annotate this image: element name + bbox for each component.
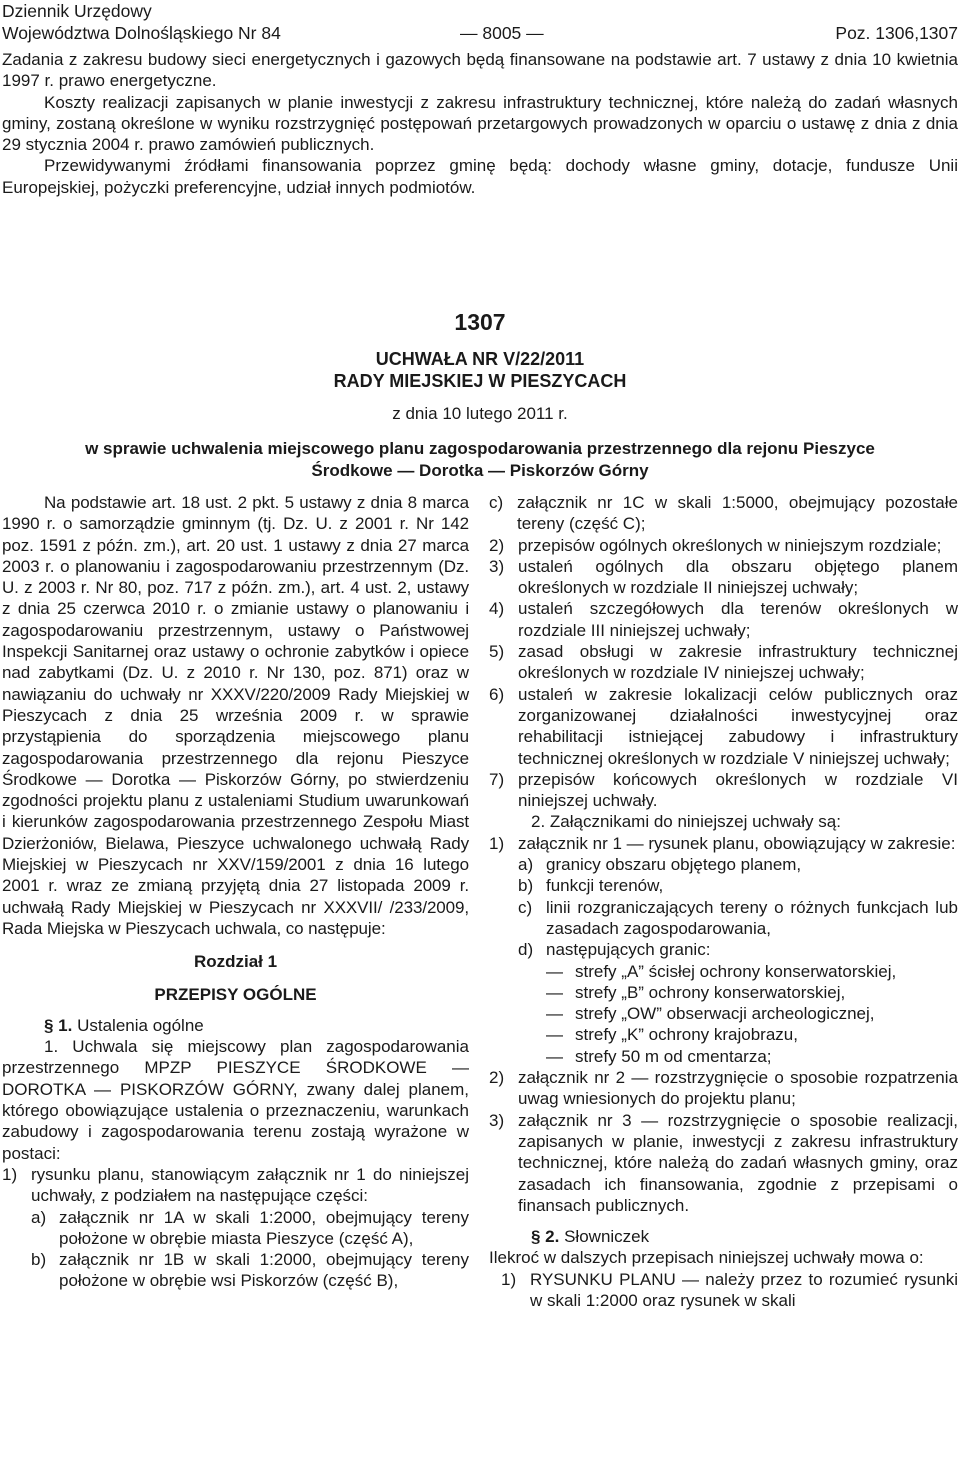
sub-text: funkcji terenów, [546,876,664,896]
paragraph: 1. Uchwala się miejscowy plan zagospodarowania przestrzennego MPZP PIESZYCE ŚRODKOWE — DOROTKA — PISKORZÓW GÓRNY, zwany dalej planem, którego obowiązujące ustalenia o przeznaczeniu, warunkach zabudowy i zagospodarowania terenu zostają wyrażone w postaci: [2,1037,469,1163]
journal-issue: Województwa Dolnośląskiego Nr 84 [2,23,281,43]
list-text: rysunku planu, stanowiącym załącznik nr 1 do niniejszej uchwały, z podziałem na następujące części: [31,1164,469,1206]
dash-item [489,1046,958,1067]
list-label: 3) [489,556,505,576]
list-item [489,684,958,769]
sub-text: następujących granic: [546,940,711,960]
chapter-title: PRZEPISY OGÓLNE [154,984,317,1004]
intro-paragraph: Koszty realizacji zapisanych w planie inwestycji z zakresu infrastruktury technicznej, które należą do zadań własnych gminy, zostaną określone w wyniku rozstrzygnięć postępowań przetargowych prowadzonych w oparciu o ustawę z dnia z dnia 29 stycznia 2004 r. prawo zamówień publicznych. [2,92,958,155]
list-label: 1) [489,833,505,853]
act-date: z dnia 10 lutego 2011 r. [392,404,568,423]
sub-item [489,854,958,875]
page-header [2,0,958,44]
sub-label: c) [518,897,533,917]
list-label: 5) [489,642,505,662]
sub-label: b) [518,876,534,896]
journal-title: Dziennik Urzędowy [2,1,152,21]
act-number: 1307 [454,309,506,335]
chapter-label: Rozdział 1 [193,952,278,972]
intro-paragraph: Zadania z zakresu budowy sieci energetycznych i gazowych będą finansowane na podstawie art. 7 ustawy z dnia 10 kwietnia 1997 r. prawo energetyczne. [2,50,958,91]
list-item [489,833,958,854]
sub-label: d) [518,940,534,960]
sub-label: b) [31,1250,47,1270]
section-sign: § 1. [44,1015,73,1035]
preamble: Na podstawie art. 18 ust. 2 pkt. 5 ustawy z dnia 8 marca 1990 r. o samorządzie gminnym (tj. Dz. U. z 2001 r. Nr 142 poz. 1591 z późn. zm.), art. 20 ust. 1 ustawy z dnia 27 marca 2003 r. o planowaniu i zagospodarowaniu przestrzennym (Dz. U. z 2003 r. Nr 80, poz. 717 z późn. zm.), art. 4 ust. 2, ustawy z dnia 25 czerwca 2010 r. o zmianie ustawy o planowaniu i zagospodarowaniu przestrzennym, ustawy o Państwowej Inspekcji Sanitarnej oraz ustawy o ochronie zabytków i opiece nad zabytkami (Dz. U. z 2010 r. Nr 130, poz. 871) oraz w nawiązaniu do uchwały nr XXXV/220/2009 Rady Miejskiej w Pieszycach z dnia 25 września 2009 r. w sprawie przystąpienia do sporządzenia miejscowego planu zagospodarowania przestrzennego dla rejonu Pieszyce Środkowe — Dorotka — Piskorzów Górny, po stwierdzeniu zgodności projektu planu z ustaleniami Studium uwarunkowań i kierunków zagospodarowania przestrzennego Zespołu Miast Dzierżoniów, Bielawa, Pieszyce uchwalonego uchwałą Rady Miejskiej w Pieszycach nr XXV/159/2001 z dnia 16 lutego 2001 r. wraz ze zmianą przyjętą dnia 27 listopada 2009 r. uchwałą Rady Miejskiej w Pieszycach nr XXXVII/ /233/2009, Rada Miejska w Pieszycach uchwala, co następuje: [2,493,469,938]
act-title: UCHWAŁA NR V/22/2011 [375,349,585,369]
sub-text: załącznik nr 1B w skali 1:2000, obejmujący tereny położone w obrębie wsi Piskorzów (część B), [59,1250,469,1291]
list-label: 4) [489,599,505,619]
section-title: Słowniczek [564,1227,650,1247]
list-text: załącznik nr 1 — rysunek planu, obowiązujący w zakresie: [518,833,956,853]
dash-item [489,1003,958,1024]
list-item [489,535,958,556]
list-label: 2) [489,535,505,555]
sub-label: a) [31,1207,47,1227]
act-issuer: RADY MIEJSKIEJ W PIESZYCACH [333,371,627,391]
list-label: 7) [489,769,505,789]
list-label: 1) [501,1269,517,1289]
sub-text: granicy obszaru objętego planem, [546,855,802,875]
list-label: 6) [489,684,505,704]
sub-text: załącznik nr 1A w skali 1:2000, obejmujący tereny położone w obrębie miasta Pieszyce (część A), [59,1207,469,1248]
section-title: Ustalenia ogólne [77,1015,204,1035]
paragraph: 2. Załącznikami do niniejszej uchwały są: [531,812,841,832]
list-text: ustaleń ogólnych dla obszaru objętego planem określonych w rozdziale II niniejszej uchwały; [518,556,958,598]
dash-label: — [546,982,563,1002]
section-heading [2,1015,469,1036]
sub-text: załącznik nr 1C w skali 1:5000, obejmujący pozostałe tereny (część C); [517,493,958,534]
header-line [2,22,958,44]
dash-text: strefy „B” ochrony konserwatorskiej, [575,982,846,1002]
list-item [489,1269,958,1312]
sub-item [489,897,958,940]
intro-text [2,49,958,198]
list-item [489,556,958,599]
dash-text: strefy „OW” obserwacji archeologicznej, [575,1004,875,1024]
position-number: Poz. 1306,1307 [835,23,958,43]
list-text: zasad obsługi w zakresie infrastruktury technicznej określonych w rozdziale IV niniejszej uchwały; [518,642,958,683]
list-item [2,1164,469,1207]
sub-label: a) [518,855,534,875]
sub-item [489,939,958,960]
dash-text: strefy 50 m od cmentarza; [575,1046,772,1066]
sub-item [489,492,958,535]
list-label: 2) [489,1068,505,1088]
list-text: ustaleń szczegółowych dla terenów określonych w rozdziale III niniejszej uchwały; [518,599,958,640]
dash-text: strefy „A” ścisłej ochrony konserwatorskiej, [575,961,897,981]
right-column [489,492,958,1311]
list-item [489,769,958,812]
dash-label: — [546,1046,563,1066]
list-item [489,598,958,641]
section-sign: § 2. [531,1227,560,1247]
dash-item [489,1024,958,1045]
list-text: ustaleń w zakresie lokalizacji celów publicznych oraz zorganizowanej działalności inwestycyjnej oraz rehabilitacji istniejącej zabudowy i infrastruktury technicznej określonych w rozdziale V niniejszej uchwały; [518,684,958,768]
dash-item [489,961,958,982]
list-label: 1) [2,1164,18,1184]
left-column [2,492,469,1292]
sub-text: linii rozgraniczających tereny o różnych funkcjach lub zasadach zagospodarowania, [546,897,958,938]
dash-label: — [546,1004,563,1024]
dash-label: — [546,1025,563,1045]
sub-item [2,1207,469,1250]
list-text: załącznik nr 2 — rozstrzygnięcie o sposobie rozpatrzenia uwag wniesionych do projektu planu; [518,1068,958,1109]
list-text: przepisów ogólnych określonych w niniejszym rozdziale; [518,535,942,555]
page-number: — 8005 — [460,23,544,43]
sub-item [489,875,958,896]
list-text: RYSUNKU PLANU — należy przez to rozumieć rysunki w skali 1:2000 oraz rysunek w skali [530,1269,958,1310]
list-item [489,1110,958,1216]
paragraph: Ilekroć w dalszych przepisach niniejszej uchwały mowa o: [489,1248,924,1268]
list-item [489,1067,958,1110]
act-subject-text: w sprawie uchwalenia miejscowego planu zagospodarowania przestrzennego dla rejonu Pieszyce Środkowe — Dorotka — Piskorzów Górny [85,439,875,480]
list-text: załącznik nr 3 — rozstrzygnięcie o sposobie realizacji, zapisanych w planie, inwestycji z zakresu infrastruktury technicznej, które należą do zadań własnych gminy, oraz zasadach ich finansowania, zgodnie z przepisami o finansach publicznych. [518,1110,958,1215]
sub-item [2,1249,469,1292]
dash-text: strefy „K” ochrony krajobrazu, [575,1025,798,1045]
dash-label: — [546,961,563,981]
intro-paragraph: Przewidywanymi źródłami finansowania poprzez gminę będą: dochody własne gminy, dotacje, fundusze Unii Europejskiej, pożyczki preferencyjne, udział innych podmiotów. [2,156,958,197]
list-item [489,641,958,684]
section-heading [489,1226,958,1247]
list-text: przepisów końcowych określonych w rozdziale VI niniejszej uchwały. [518,769,958,811]
sub-label: c) [489,493,504,512]
dash-item [489,982,958,1003]
list-label: 3) [489,1110,505,1130]
act-subject [0,438,960,482]
